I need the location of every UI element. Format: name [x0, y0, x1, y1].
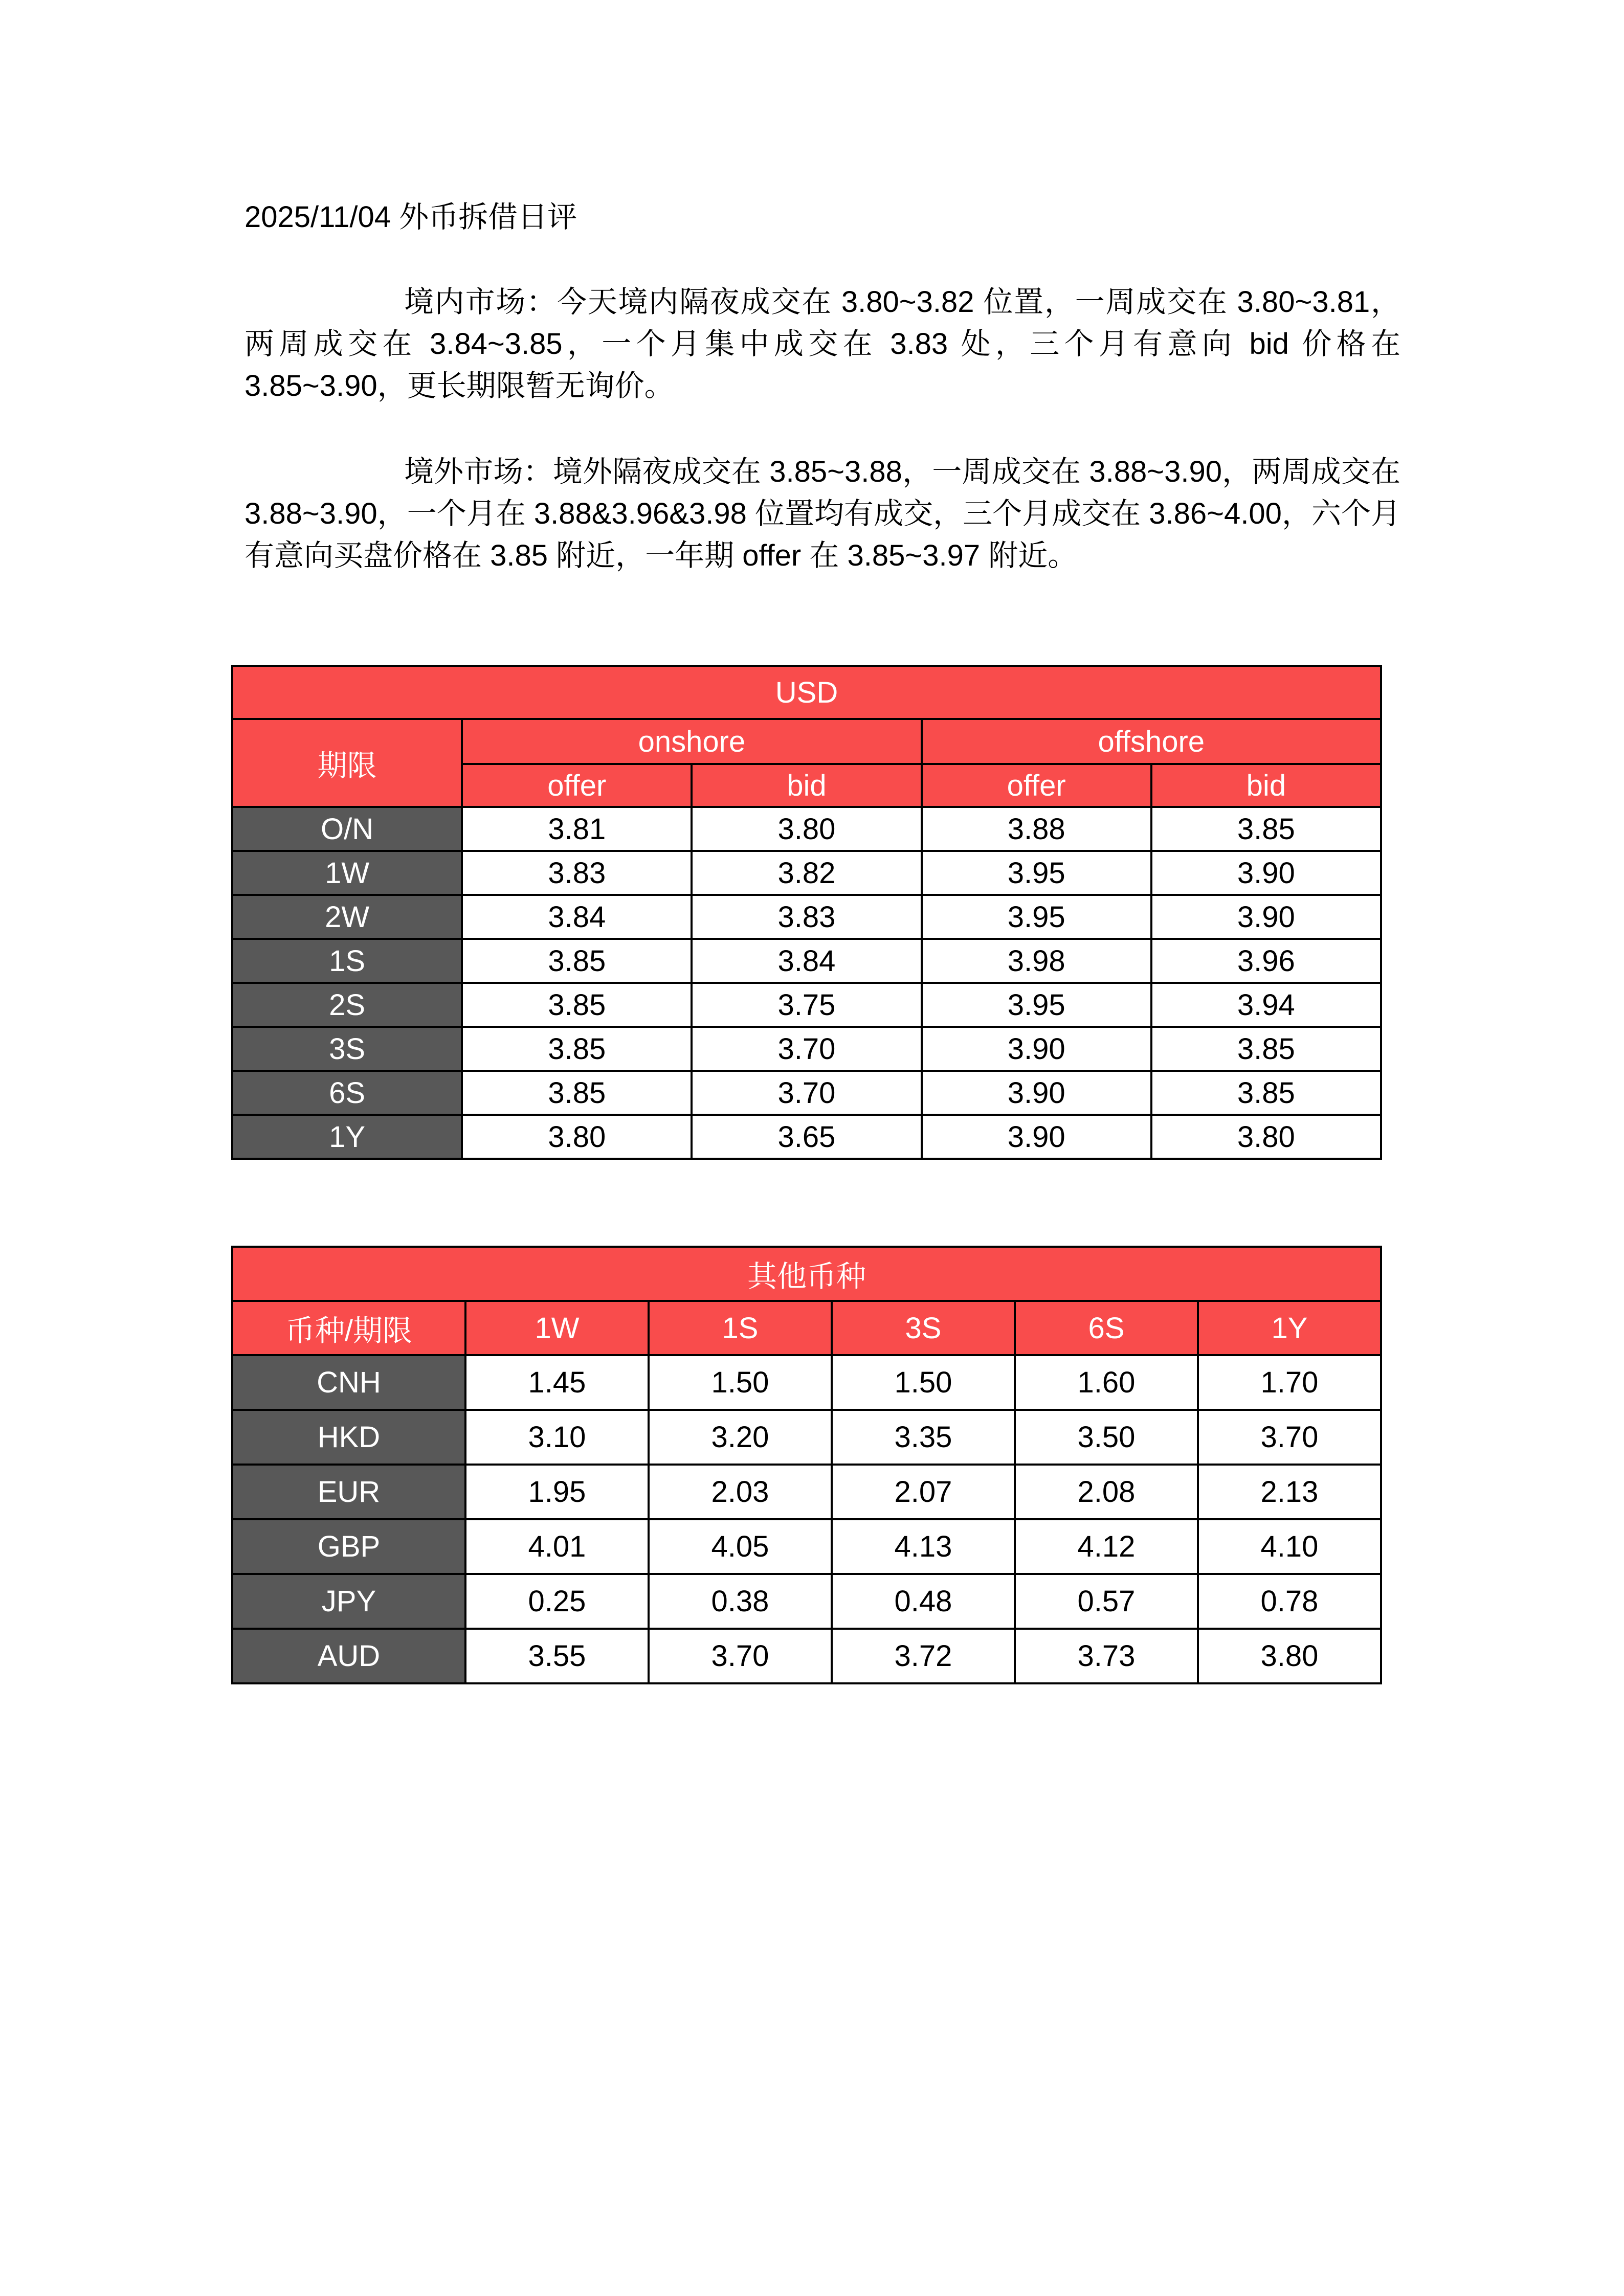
- usd-table-title: USD: [232, 666, 1381, 719]
- usd-row-label: 6S: [232, 1071, 462, 1115]
- usd-value-cell: 3.90: [922, 1071, 1151, 1115]
- other-tenor-header-1s: 1S: [649, 1301, 832, 1355]
- other-value-cell: 0.48: [832, 1574, 1015, 1629]
- usd-value-cell: 3.83: [692, 895, 921, 939]
- usd-row-label: 1Y: [232, 1115, 462, 1159]
- usd-row-label: 1W: [232, 851, 462, 895]
- other-value-cell: 3.80: [1198, 1629, 1381, 1683]
- usd-value-cell: 3.70: [692, 1027, 921, 1071]
- usd-row-1w: [232, 851, 1381, 895]
- usd-value-cell: 3.85: [462, 1071, 692, 1115]
- usd-tenor-column-header: 期限: [232, 719, 462, 807]
- usd-row-label: 2W: [232, 895, 462, 939]
- other-value-cell: 3.20: [649, 1410, 832, 1465]
- usd-value-cell: 3.95: [922, 895, 1151, 939]
- usd-value-cell: 3.75: [692, 983, 921, 1027]
- usd-value-cell: 3.90: [1151, 895, 1381, 939]
- other-value-cell: 1.70: [1198, 1355, 1381, 1410]
- other-row-label: EUR: [232, 1465, 465, 1519]
- usd-value-cell: 3.95: [922, 983, 1151, 1027]
- other-value-cell: 1.60: [1015, 1355, 1198, 1410]
- usd-value-cell: 3.82: [692, 851, 921, 895]
- usd-offshore-header: offshore: [922, 719, 1381, 764]
- usd-value-cell: 3.90: [922, 1115, 1151, 1159]
- other-row-jpy: [232, 1574, 1381, 1629]
- paragraph-domestic-market: 境内市场：今天境内隔夜成交在 3.80~3.82 位置，一周成交在 3.80~3.81，两周成交在 3.84~3.85，一个月集中成交在 3.83 处，三个月有意向 bid 价格在 3.85~3.90，更长期限暂无询价。: [244, 285, 1400, 402]
- usd-value-cell: 3.84: [692, 939, 921, 983]
- other-value-cell: 4.05: [649, 1519, 832, 1574]
- other-value-cell: 4.13: [832, 1519, 1015, 1574]
- other-value-cell: 4.10: [1198, 1519, 1381, 1574]
- other-row-label: HKD: [232, 1410, 465, 1465]
- other-value-cell: 0.78: [1198, 1574, 1381, 1629]
- other-value-cell: 2.07: [832, 1465, 1015, 1519]
- usd-value-cell: 3.85: [462, 939, 692, 983]
- usd-value-cell: 3.85: [462, 983, 692, 1027]
- usd-value-cell: 3.90: [922, 1027, 1151, 1071]
- other-value-cell: 3.10: [465, 1410, 649, 1465]
- usd-value-cell: 3.96: [1151, 939, 1381, 983]
- usd-value-cell: 3.80: [462, 1115, 692, 1159]
- other-table-header-row: [232, 1301, 1381, 1355]
- other-value-cell: 3.55: [465, 1629, 649, 1683]
- usd-row-3s: [232, 1027, 1381, 1071]
- other-row-cnh: [232, 1355, 1381, 1410]
- other-row-label: CNH: [232, 1355, 465, 1410]
- other-tenor-header-3s: 3S: [832, 1301, 1015, 1355]
- usd-value-cell: 3.85: [1151, 1071, 1381, 1115]
- other-value-cell: 2.13: [1198, 1465, 1381, 1519]
- other-row-eur: [232, 1465, 1381, 1519]
- other-value-cell: 3.35: [832, 1410, 1015, 1465]
- other-value-cell: 1.50: [649, 1355, 832, 1410]
- usd-row-2s: [232, 983, 1381, 1027]
- other-value-cell: 3.72: [832, 1629, 1015, 1683]
- other-tenor-header-1y: 1Y: [1198, 1301, 1381, 1355]
- usd-group-header-row: [232, 719, 1381, 764]
- other-value-cell: 2.03: [649, 1465, 832, 1519]
- usd-offshore-bid-header: bid: [1151, 764, 1381, 807]
- usd-value-cell: 3.85: [1151, 1027, 1381, 1071]
- usd-value-cell: 3.81: [462, 807, 692, 851]
- usd-value-cell: 3.85: [1151, 807, 1381, 851]
- usd-value-cell: 3.80: [692, 807, 921, 851]
- usd-table: [231, 665, 1382, 1160]
- other-row-label: JPY: [232, 1574, 465, 1629]
- usd-value-cell: 3.90: [1151, 851, 1381, 895]
- other-value-cell: 1.45: [465, 1355, 649, 1410]
- usd-value-cell: 3.70: [692, 1071, 921, 1115]
- usd-value-cell: 3.83: [462, 851, 692, 895]
- other-currency-table: [231, 1246, 1382, 1684]
- usd-title-row: [232, 666, 1381, 719]
- other-value-cell: 3.70: [1198, 1410, 1381, 1465]
- other-row-gbp: [232, 1519, 1381, 1574]
- usd-row-label: 2S: [232, 983, 462, 1027]
- usd-row-6s: [232, 1071, 1381, 1115]
- other-value-cell: 1.95: [465, 1465, 649, 1519]
- other-tenor-header-6s: 6S: [1015, 1301, 1198, 1355]
- other-row-hkd: [232, 1410, 1381, 1465]
- usd-value-cell: 3.84: [462, 895, 692, 939]
- other-row-aud: [232, 1629, 1381, 1683]
- usd-value-cell: 3.95: [922, 851, 1151, 895]
- other-currency-tenor-header: 币种/期限: [232, 1301, 465, 1355]
- usd-value-cell: 3.85: [462, 1027, 692, 1071]
- usd-value-cell: 3.98: [922, 939, 1151, 983]
- other-value-cell: 3.73: [1015, 1629, 1198, 1683]
- usd-value-cell: 3.94: [1151, 983, 1381, 1027]
- other-value-cell: 0.57: [1015, 1574, 1198, 1629]
- document-title: 2025/11/04 外币拆借日评: [244, 200, 577, 234]
- usd-value-cell: 3.65: [692, 1115, 921, 1159]
- usd-row-label: O/N: [232, 807, 462, 851]
- paragraph-offshore-market: 境外市场：境外隔夜成交在 3.85~3.88，一周成交在 3.88~3.90，两周成交在 3.88~3.90，一个月在 3.88&3.96&3.98 位置均有成交，三个月成交在 3.86~4.00，六个月有意向买盘价格在 3.85 附近，一年期 offer 在 3.85~3.97 附近。: [244, 455, 1400, 572]
- other-tenor-header-1w: 1W: [465, 1301, 649, 1355]
- other-value-cell: 4.12: [1015, 1519, 1198, 1574]
- usd-onshore-bid-header: bid: [692, 764, 921, 807]
- usd-row-label: 1S: [232, 939, 462, 983]
- other-value-cell: 4.01: [465, 1519, 649, 1574]
- usd-row-1s: [232, 939, 1381, 983]
- other-table-title-row: [232, 1247, 1381, 1301]
- usd-row-on: [232, 807, 1381, 851]
- other-value-cell: 2.08: [1015, 1465, 1198, 1519]
- other-value-cell: 3.70: [649, 1629, 832, 1683]
- other-table-title: 其他币种: [232, 1247, 1381, 1301]
- usd-offshore-offer-header: offer: [922, 764, 1151, 807]
- usd-value-cell: 3.88: [922, 807, 1151, 851]
- usd-row-label: 3S: [232, 1027, 462, 1071]
- other-value-cell: 0.25: [465, 1574, 649, 1629]
- other-value-cell: 1.50: [832, 1355, 1015, 1410]
- usd-value-cell: 3.80: [1151, 1115, 1381, 1159]
- other-row-label: GBP: [232, 1519, 465, 1574]
- other-value-cell: 0.38: [649, 1574, 832, 1629]
- usd-row-2w: [232, 895, 1381, 939]
- other-value-cell: 3.50: [1015, 1410, 1198, 1465]
- other-row-label: AUD: [232, 1629, 465, 1683]
- usd-onshore-offer-header: offer: [462, 764, 692, 807]
- usd-row-1y: [232, 1115, 1381, 1159]
- usd-onshore-header: onshore: [462, 719, 921, 764]
